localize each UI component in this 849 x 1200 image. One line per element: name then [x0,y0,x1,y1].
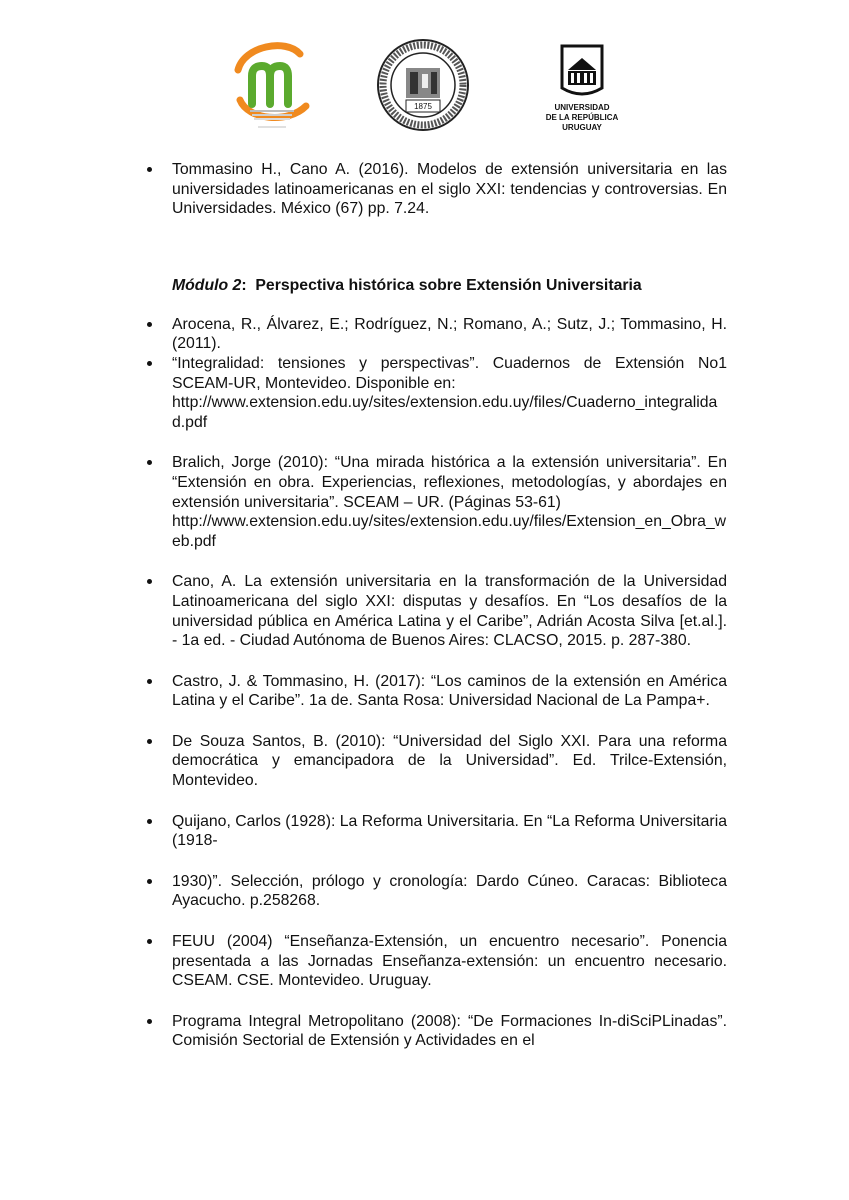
reference-text: FEUU (2004) “Enseñanza-Extensión, un encuentro necesario”. Ponencia presentada a las Jornadas Enseñanza-extensión: un encuentro necesario. CSEAM. CSE. Montevideo. Uruguay. [172,933,727,990]
module-title: Perspectiva histórica sobre Extensión Universitaria [255,276,642,294]
reference-text: Bralich, Jorge (2010): “Una mirada histórica a la extensión universitaria”. En “Extensión en obra. Experiencias, reflexiones, metodologías, y abordajes en extensión universitaria”. SCEAM – UR. (Páginas 53-61) [172,454,727,511]
facultad-medicina-seal [376,38,470,132]
reference-text: “Integralidad: tensiones y perspectivas”. Cuadernos de Extensión No1 SCEAM-UR, Montevideo. Disponible en: [172,354,727,392]
reference-item [172,354,727,432]
reference-text: Arocena, R., Álvarez, E.; Rodríguez, N.; Romano, A.; Sutz, J.; Tommasino, H. (2011). [172,315,727,353]
reference-item [172,872,727,911]
reference-item [172,1012,727,1051]
reference-item [172,160,727,219]
reference-text: De Souza Santos, B. (2010): “Universidad del Siglo XXI. Para una reforma democrática y emancipadora de la Universidad”. Ed. Trilce-Extensión, Montevideo. [172,732,727,790]
reference-text: Cano, A. La extensión universitaria en la transformación de la Universidad Latinoamericana del siglo XXI: disputas y desafíos. En “Los desafíos de la universidad pública en América Latina y el Caribe”, Adrián Acosta Silva [et.al.]. - 1a ed. - Ciudad Autónoma de Buenos Aires: CLACSO, 2015. p. 287-380. [172,573,727,650]
reference-text: 1930)”. Selección, prólogo y cronología: Dardo Cúneo. Caracas: Biblioteca Ayacucho. p.258268. [172,872,727,910]
module-separator: : [241,276,247,294]
pim-logo [230,40,312,132]
reference-item [172,453,727,551]
udelar-logo [540,40,624,136]
reference-item [172,672,727,711]
reference-item [172,812,727,851]
reference-item [172,732,727,791]
reference-item [172,572,727,650]
svg-text:URUGUAY: URUGUAY [562,123,602,132]
reference-item [172,315,727,354]
reference-link[interactable]: http://www.extension.edu.uy/sites/extension.edu.uy/files/Cuaderno_integralidad.pdf [172,394,718,431]
reference-item [172,932,727,991]
document-body [172,160,727,1051]
svg-text:DE LA REPÚBLICA: DE LA REPÚBLICA [545,113,619,122]
reference-text: Castro, J. & Tommasino, H. (2017): “Los caminos de la extensión en América Latina y el Caribe”. 1a de. Santa Rosa: Universidad Nacional de La Pampa+. [172,672,727,710]
reference-text: Quijano, Carlos (1928): La Reforma Universitaria. En “La Reforma Universitaria (1918- [172,812,727,850]
svg-text:UNIVERSIDAD: UNIVERSIDAD [554,103,610,112]
reference-text: Programa Integral Metropolitano (2008): “De Formaciones In-diSciPLinadas”. Comisión Sectorial de Extensión y Actividades en el [172,1012,727,1050]
page-header [0,38,849,138]
module-heading [172,277,727,295]
module-label: Módulo 2 [172,276,242,294]
reference-text: Tommasino H., Cano A. (2016). Modelos de extensión universitaria en las universidades latinoamericanas en el siglo XXI: tendencias y controversias. En Universidades. México (67) pp. 7.24. [172,161,727,218]
seal-year: 1875 [414,102,432,111]
reference-link[interactable]: http://www.extension.edu.uy/sites/extension.edu.uy/files/Extension_en_Obra_web.pdf [172,513,727,550]
